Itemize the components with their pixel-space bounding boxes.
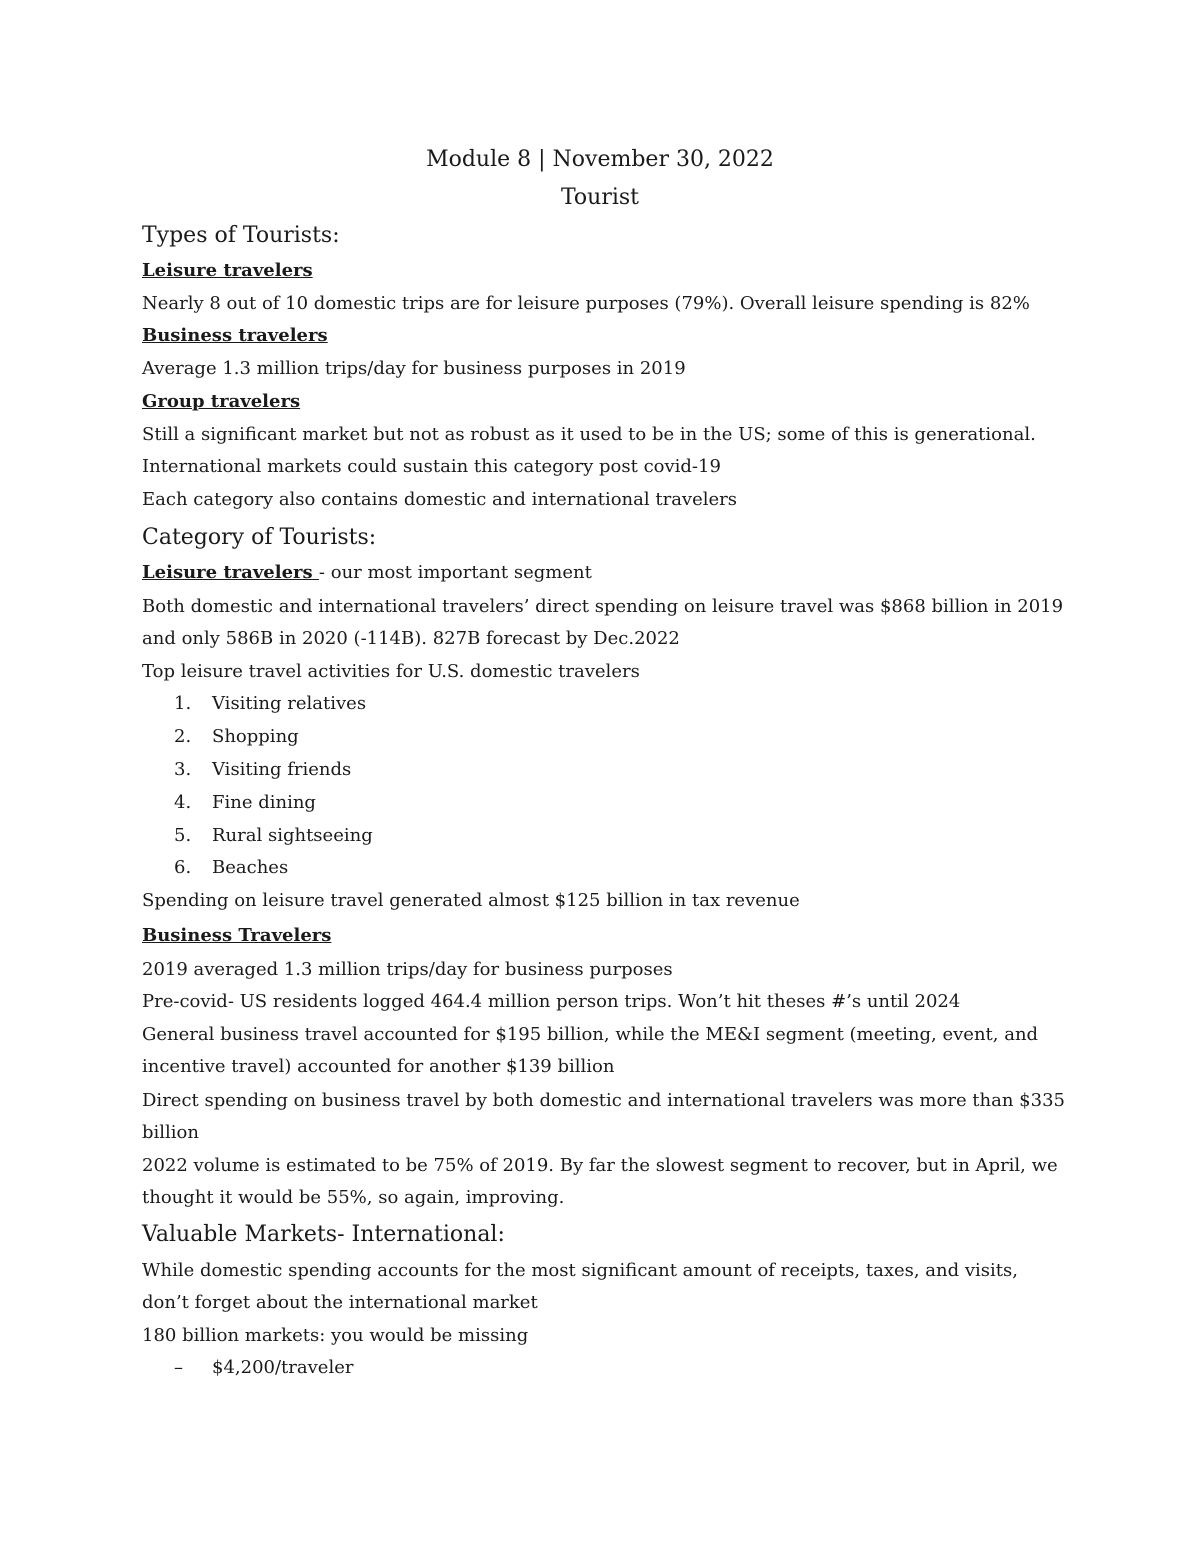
list-item-text: Visiting relatives <box>212 693 367 714</box>
types-group-label: Group travelers <box>142 391 301 412</box>
list-item-text: Fine dining <box>212 792 316 813</box>
category-tax-text: Spending on leisure travel generated almost $125 billion in tax revenue <box>142 890 800 911</box>
category-heading: Category of Tourists: <box>142 525 377 550</box>
types-group-text-2: International markets could sustain this category post covid-19 <box>142 456 721 477</box>
category-leisure-text-1: Both domestic and international travelers’ direct spending on leisure travel was $868 billion in 2019 <box>142 596 1064 617</box>
category-business-text-2: Pre-covid- US residents logged 464.4 million person trips. Won’t hit theses #’s until 2024 <box>142 991 961 1012</box>
category-business-text-8: thought it would be 55%, so again, improving. <box>142 1187 565 1208</box>
types-leisure-label: Leisure travelers <box>142 260 313 281</box>
types-heading: Types of Tourists: <box>142 223 340 248</box>
category-business-text-7: 2022 volume is estimated to be 75% of 2019. By far the slowest segment to recover, but in April, we <box>142 1155 1058 1176</box>
valuable-heading: Valuable Markets- International: <box>142 1222 505 1247</box>
types-group-text-3: Each category also contains domestic and international travelers <box>142 489 738 510</box>
category-activities-intro: Top leisure travel activities for U.S. domestic travelers <box>142 661 640 682</box>
category-business-text-6: billion <box>142 1122 199 1143</box>
category-business-label: Business Travelers <box>142 925 332 946</box>
types-leisure-text: Nearly 8 out of 10 domestic trips are for leisure purposes (79%). Overall leisure spending is 82% <box>142 293 1030 314</box>
category-leisure-line <box>142 561 592 585</box>
category-leisure-text-2: and only 586B in 2020 (-114B). 827B forecast by Dec.2022 <box>142 628 680 649</box>
list-item-text: Rural sightseeing <box>212 825 373 846</box>
doc-title: Module 8 | November 30, 2022 <box>426 147 774 172</box>
category-business-text-4: incentive travel) accounted for another $139 billion <box>142 1056 615 1077</box>
category-business-text-5: Direct spending on business travel by both domestic and international travelers was more than $335 <box>142 1090 1065 1111</box>
valuable-text-2: don’t forget about the international market <box>142 1292 538 1313</box>
list-item-text: $4,200/traveler <box>212 1357 354 1378</box>
list-item-number: 5. <box>174 825 192 846</box>
category-leisure-label: Leisure travelers <box>142 562 319 583</box>
category-leisure-suffix: - our most important segment <box>318 562 592 583</box>
list-item-number: 4. <box>174 792 192 813</box>
doc-subtitle: Tourist <box>560 185 640 210</box>
category-business-text-3: General business travel accounted for $195 billion, while the ME&I segment (meeting, event, and <box>142 1024 1039 1045</box>
category-business-text-1: 2019 averaged 1.3 million trips/day for business purposes <box>142 959 673 980</box>
list-item-number: 3. <box>174 759 192 780</box>
types-business-label: Business travelers <box>142 325 328 346</box>
list-item-number: 2. <box>174 726 192 747</box>
list-item-number: 1. <box>174 693 192 714</box>
list-item-text: Shopping <box>212 726 299 747</box>
types-group-text-1: Still a significant market but not as robust as it used to be in the US; some of this is generational. <box>142 424 1036 445</box>
types-business-text: Average 1.3 million trips/day for business purposes in 2019 <box>142 358 686 379</box>
list-item-text: Visiting friends <box>212 759 352 780</box>
valuable-text-1: While domestic spending accounts for the most significant amount of receipts, taxes, and visits, <box>142 1260 1018 1281</box>
list-item-number: 6. <box>174 857 192 878</box>
list-item-text: Beaches <box>212 857 289 878</box>
valuable-text-3: 180 billion markets: you would be missing <box>142 1325 529 1346</box>
bullet-marker: – <box>174 1357 183 1378</box>
